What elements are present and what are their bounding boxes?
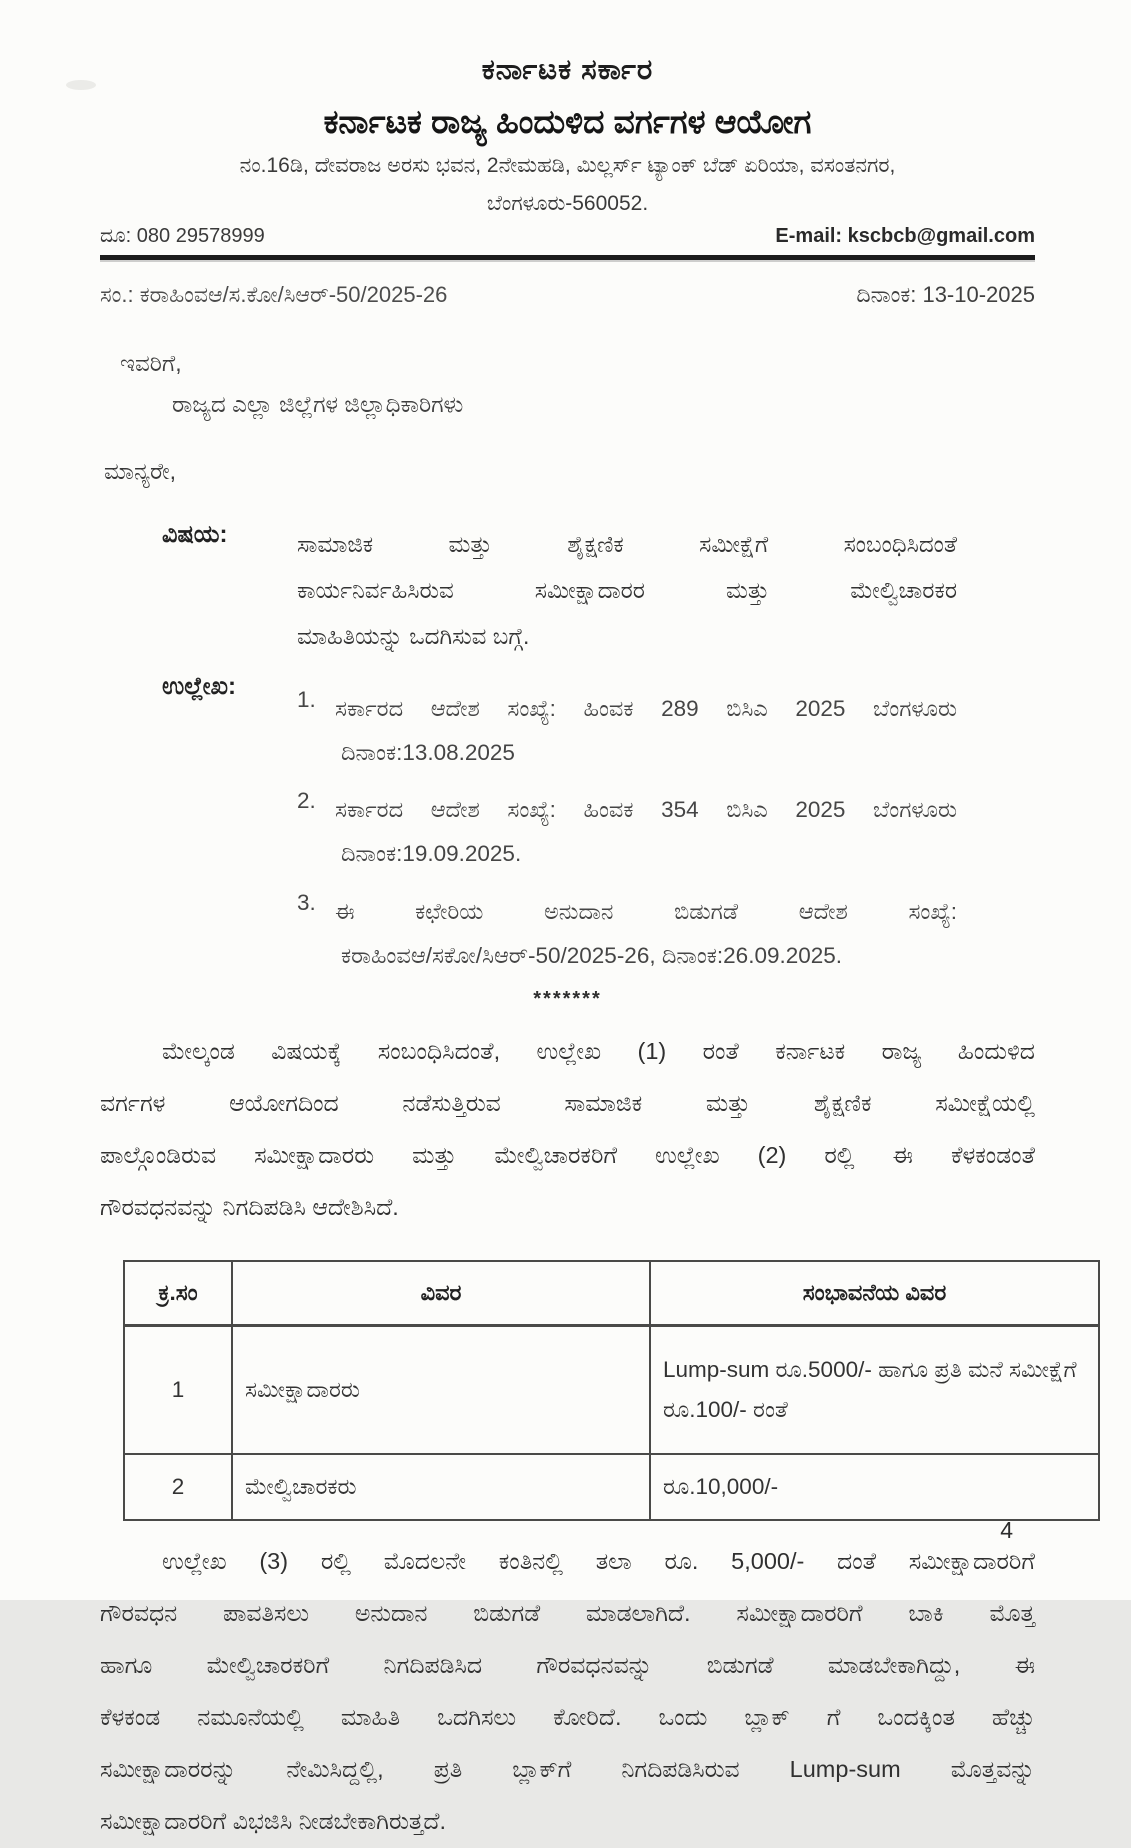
text-line: ಸಮೀಕ್ಷಾದಾರರಿಗೆ ವಿಭಜಿಸಿ ನೀಡಬೇಕಾಗಿರುತ್ತದೆ. xyxy=(100,1808,447,1835)
references-block xyxy=(100,673,1035,978)
text-line: ಕೆಳಕಂಡ ನಮೂನೆಯಲ್ಲಿ ಮಾಹಿತಿ ಒದಗಿಸಲು ಕೋರಿದೆ. ಒಂದು ಬ್ಲಾಕ್ ಗೆ ಒಂದಕ್ಕಿಂತ ಹೆಚ್ಚು xyxy=(100,1704,1035,1731)
reference-item-line1: ಸರ್ಕಾರದ ಆದೇಶ ಸಂಖ್ಯೆ: ಹಿಂವಕ 354 ಬಿಸಿಎ 2025 ಬೆಂಗಳೂರು xyxy=(335,797,957,823)
scan-smudge xyxy=(66,80,96,90)
organization-title: ಕರ್ನಾಟಕ ರಾಜ್ಯ ಹಿಂದುಳಿದ ವರ್ಗಗಳ ಆಯೋಗ xyxy=(323,103,812,140)
table-row xyxy=(124,1454,1099,1520)
text-line: ಮೇಲ್ಕಂಡ ವಿಷಯಕ್ಕೆ ಸಂಬಂಧಿಸಿದಂತೆ, ಉಲ್ಲೇಖ (1) ರಂತೆ ಕರ್ನಾಟಕ ರಾಜ್ಯ ಹಿಂದುಳಿದ xyxy=(162,1037,1035,1064)
reference-item xyxy=(297,890,957,978)
reference-item-line1: ಸರ್ಕಾರದ ಆದೇಶ ಸಂಖ್ಯೆ: ಹಿಂವಕ 289 ಬಿಸಿಎ 2025 ಬೆಂಗಳೂರು xyxy=(335,695,957,721)
reference-item xyxy=(297,788,957,876)
reference-item-line2: ದಿನಾಂಕ:13.08.2025 xyxy=(341,739,515,765)
cell-serial: 1 xyxy=(124,1325,232,1454)
text-line: ಹಾಗೂ ಮೇಲ್ವಿಚಾರಕರಿಗೆ ನಿಗದಿಪಡಿಸಿದ ಗೌರವಧನವನ್ನು ಬಿಡುಗಡೆ ಮಾಡಬೇಕಾಗಿದ್ದು, ಈ xyxy=(100,1651,1035,1678)
reference-item-number: 2. xyxy=(297,788,316,814)
cell-remuneration: Lump-sum ರೂ.5000/- ಹಾಗೂ ಪ್ರತಿ ಮನೆ ಸಮೀಕ್ಷೆಗೆ ರೂ.100/- ರಂತೆ xyxy=(650,1325,1099,1454)
subject-label: ವಿಷಯ: xyxy=(162,520,228,548)
body-paragraph-1 xyxy=(100,1025,1035,1234)
reference-item-number: 3. xyxy=(297,890,316,916)
cell-serial: 2 xyxy=(124,1454,232,1520)
text-line: ಉಲ್ಲೇಖ (3) ರಲ್ಲಿ ಮೊದಲನೇ ಕಂತಿನಲ್ಲಿ ತಲಾ ರೂ. 5,000/- ದಂತೆ ಸಮೀಕ್ಷಾದಾರರಿಗೆ xyxy=(162,1547,1035,1574)
header-divider xyxy=(100,255,1035,260)
text-line: ಮಾಹಿತಿಯನ್ನು ಒದಗಿಸುವ ಬಗ್ಗೆ. xyxy=(297,622,530,649)
header-detail: ವಿವರ xyxy=(232,1261,650,1326)
references-label: ಉಲ್ಲೇಖ: xyxy=(162,672,236,700)
greeting: ಮಾನ್ಯರೇ, xyxy=(104,457,177,484)
cell-remuneration: ರೂ.10,000/- xyxy=(650,1454,1099,1520)
phone-number: ದೂ: 080 29578999 xyxy=(100,224,265,247)
stars-separator: ******* xyxy=(533,987,602,1010)
address-line-1: ನಂ.16ಡಿ, ದೇವರಾಜ ಅರಸು ಭವನ, 2ನೇಮಹಡಿ, ಮಿಲ್ಲರ್ಸ್ ಟ್ಯಾಂಕ್ ಬೆಡ್ ಏರಿಯಾ, ವಸಂತನಗರ, xyxy=(239,154,896,177)
reference-item-line2: ಕರಾಹಿಂವಆ/ಸಕೋ/ಸಿಆರ್-50/2025-26, ದಿನಾಂಕ:26.09.2025. xyxy=(341,943,843,969)
honorarium-table xyxy=(123,1260,1100,1521)
recipient-line: ರಾಜ್ಯದ ಎಲ್ಲಾ ಜಿಲ್ಲೆಗಳ ಜಿಲ್ಲಾಧಿಕಾರಿಗಳು xyxy=(172,390,464,417)
to-label: ಇವರಿಗೆ, xyxy=(120,349,182,376)
letter-date: ದಿನಾಂಕ: 13-10-2025 xyxy=(856,281,1035,307)
reference-number: ಸಂ.: ಕರಾಹಿಂವಆ/ಸ.ಕೋ/ಸಿಆರ್-50/2025-26 xyxy=(100,281,448,307)
contact-row xyxy=(100,225,1035,248)
letterhead xyxy=(100,54,1035,260)
text-line: ವರ್ಗಗಳ ಆಯೋಗದಿಂದ ನಡೆಸುತ್ತಿರುವ ಸಾಮಾಜಿಕ ಮತ್ತು ಶೈಕ್ಷಣಿಕ ಸಮೀಕ್ಷೆಯಲ್ಲಿ xyxy=(100,1090,1035,1117)
cell-detail: ಸಮೀಕ್ಷಾದಾರರು xyxy=(232,1325,650,1454)
text-line: ಸಮೀಕ್ಷಾದಾರರನ್ನು ನೇಮಿಸಿದ್ದಲ್ಲಿ, ಪ್ರತಿ ಬ್ಲಾಕ್‌ಗೆ ನಿಗದಿಪಡಿಸಿರುವ Lump-sum ಮೊತ್ತವನ್ನು xyxy=(100,1756,1035,1783)
reference-date-row xyxy=(100,282,1035,308)
government-title: ಕರ್ನಾಟಕ ಸರ್ಕಾರ xyxy=(481,54,654,86)
reference-item-line1: ಈ ಕಛೇರಿಯ ಅನುದಾನ ಬಿಡುಗಡೆ ಆದೇಶ ಸಂಖ್ಯೆ: xyxy=(335,899,957,925)
body-paragraph-2 xyxy=(100,1535,1035,1848)
reference-item-line2: ದಿನಾಂಕ:19.09.2025. xyxy=(341,841,522,867)
table-row xyxy=(124,1325,1099,1454)
text-line: ಗೌರವಧನವನ್ನು ನಿಗದಿಪಡಿಸಿ ಆದೇಶಿಸಿದೆ. xyxy=(100,1194,399,1221)
header-remuneration: ಸಂಭಾವನೆಯ ವಿವರ xyxy=(650,1261,1099,1326)
table-header-row xyxy=(124,1261,1099,1326)
email-address: E-mail: kscbcb@gmail.com xyxy=(775,224,1035,247)
cell-detail: ಮೇಲ್ವಿಚಾರಕರು xyxy=(232,1454,650,1520)
reference-item-number: 1. xyxy=(297,686,316,712)
reference-item xyxy=(297,687,957,775)
references-list xyxy=(297,673,957,978)
subject-block xyxy=(100,521,1035,659)
header-serial: ಕ್ರ.ಸಂ xyxy=(124,1261,232,1326)
text-line: ಸಾಮಾಜಿಕ ಮತ್ತು ಶೈಕ್ಷಣಿಕ ಸಮೀಕ್ಷೆಗೆ ಸಂಬಂಧಿಸಿದಂತೆ xyxy=(297,530,957,557)
address-line-2: ಬೆಂಗಳೂರು-560052. xyxy=(486,192,649,216)
page-number: 4 xyxy=(1000,1517,1013,1543)
text-line: ಪಾಲ್ಗೊಂಡಿರುವ ಸಮೀಕ್ಷಾದಾರರು ಮತ್ತು ಮೇಲ್ವಿಚಾರಕರಿಗೆ ಉಲ್ಲೇಖ (2) ರಲ್ಲಿ ಈ ಕೆಳಕಂಡಂತೆ xyxy=(100,1142,1035,1169)
text-line: ಕಾರ್ಯನಿರ್ವಹಿಸಿರುವ ಸಮೀಕ್ಷಾದಾರರ ಮತ್ತು ಮೇಲ್ವಿಚಾರಕರ xyxy=(297,576,957,603)
subject-text xyxy=(297,521,957,659)
text-line: ಗೌರವಧನ ಪಾವತಿಸಲು ಅನುದಾನ ಬಿಡುಗಡೆ ಮಾಡಲಾಗಿದೆ. ಸಮೀಕ್ಷಾದಾರರಿಗೆ ಬಾಕಿ ಮೊತ್ತ xyxy=(100,1599,1035,1626)
